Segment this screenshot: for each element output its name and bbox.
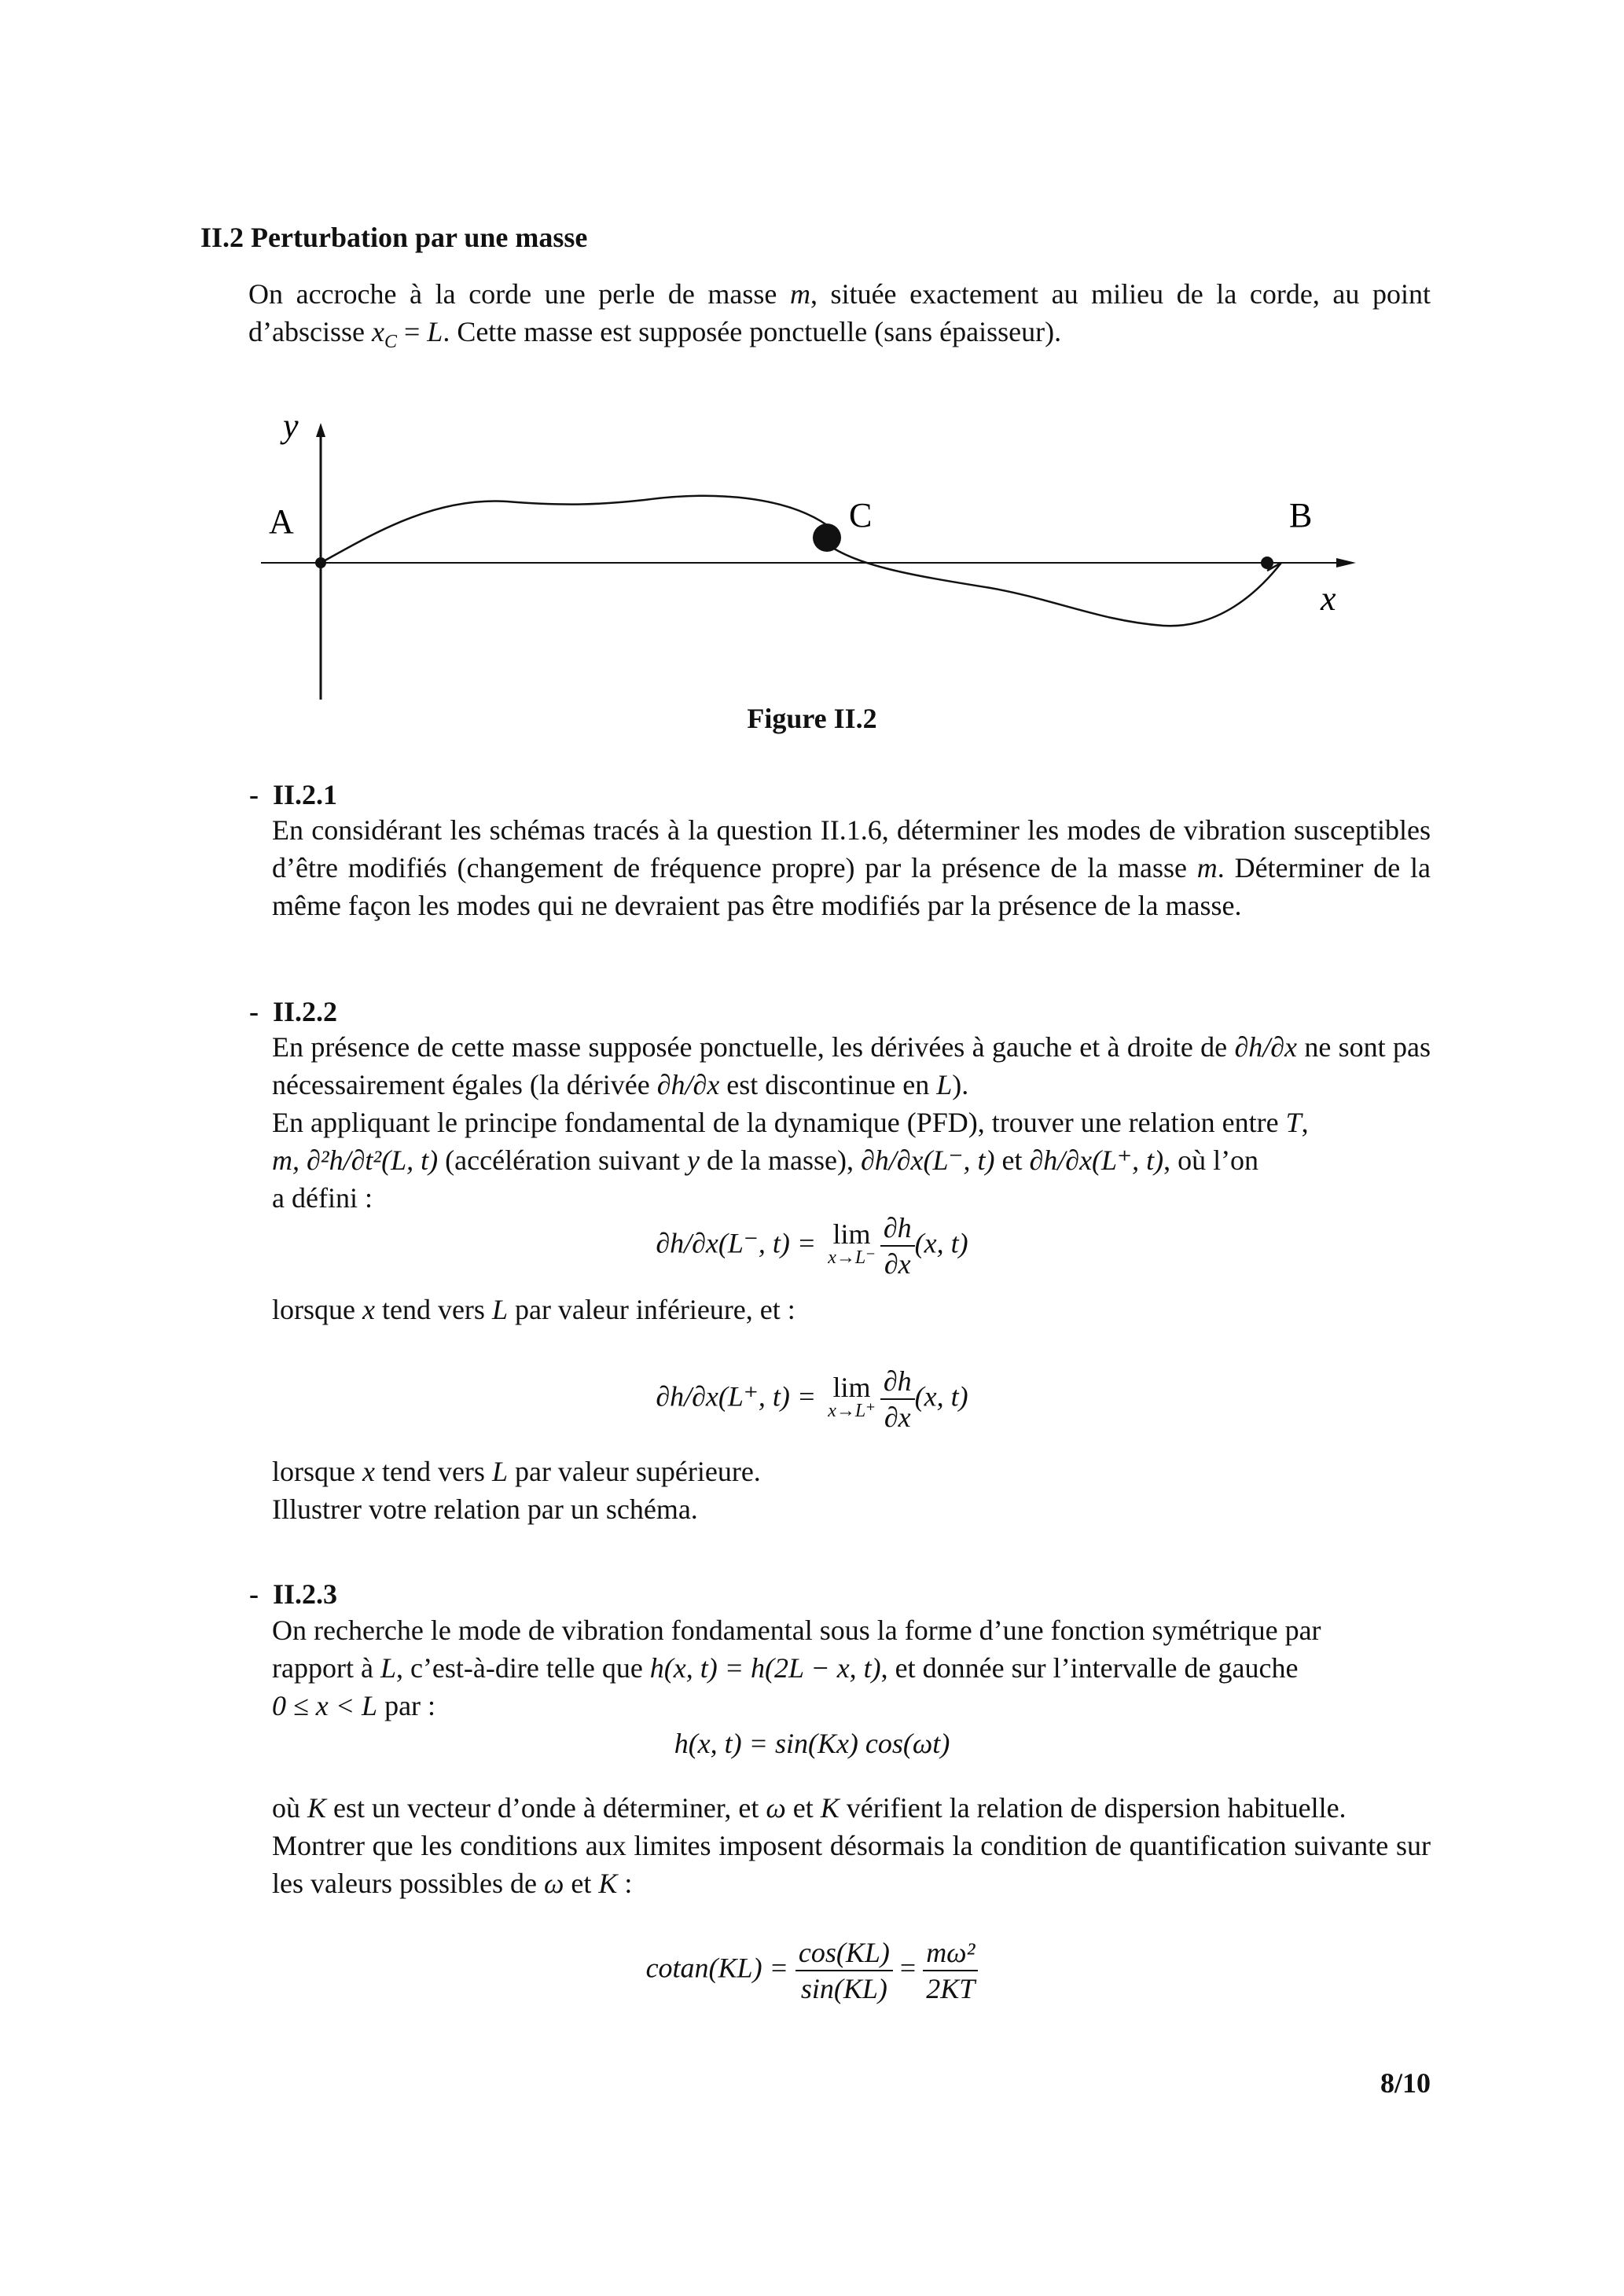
- section-number: II.2: [200, 222, 244, 253]
- label-C: C: [849, 496, 873, 535]
- equation-quantification: cotan(KL) = $\frac{\cos(KL)}{\sin(KL)}$ = $\frac{\text{mω²}}{2KT}$: [0, 1935, 1624, 2006]
- question-II-2-3-para3: 0 ≤ x < L par :: [272, 1690, 436, 1721]
- equation-mode-shape: h(x, t) = sin(Kx) cos(ωt): [674, 1728, 950, 1759]
- question-II-2-2-para7: Illustrer votre relation par un schéma.: [272, 1493, 698, 1525]
- point-B: [1261, 557, 1273, 569]
- question-II-2-2-para3: m, ∂²h/∂t²(L, t) (accélération suivant y de la masse), ∂h/∂x(L⁻, t) et ∂h/∂x(L⁺, t), où l’on: [272, 1144, 1259, 1176]
- label-x: x: [1321, 579, 1336, 618]
- label-B: B: [1289, 496, 1313, 535]
- intro-paragraph: On accroche à la corde une perle de masse m, située exactement au milieu de la corde, au point d’abscisse $x_C = L$. Cette masse est supposée ponctuelle (sans épaisseur).: [248, 278, 1431, 353]
- question-II-2-2-para6: lorsque x tend vers L par valeur supérieure.: [272, 1456, 761, 1487]
- question-II-2-3-para2: rapport à L, c’est-à-dire telle que h(x, t) = h(2L − x, t), et donnée sur l’intervalle de gauche: [272, 1652, 1299, 1684]
- question-II-2-3-heading: - II.2.3: [249, 1578, 338, 1610]
- x-axis-arrow: [1336, 558, 1356, 568]
- y-axis-arrow: [316, 423, 325, 437]
- equation-left-derivative: ∂h/∂x(L⁻, t) = lim x→L⁻ $\frac{\partial h}{\partial x}$ (x, t): [656, 1212, 968, 1280]
- label-A: A: [269, 502, 294, 541]
- string-left-segment: [321, 496, 827, 563]
- question-II-2-3-para4: où K est un vecteur d’onde à déterminer, et ω et K vérifient la relation de dispersion habituelle.: [272, 1792, 1347, 1824]
- page-number: 8/10: [1380, 2067, 1431, 2099]
- point-A: [315, 557, 326, 568]
- mass-C: [813, 523, 841, 552]
- equation-right-derivative: ∂h/∂x(L⁺, t) = lim x→L⁺ $\frac{\partial h}{\partial x}$ (x, t): [656, 1365, 968, 1433]
- question-II-2-3-para5: Montrer que les conditions aux limites imposent désormais la condition de quantification suivante sur les valeurs possibles de ω et K :: [272, 1830, 1431, 1899]
- question-II-2-2-para5: lorsque x tend vers L par valeur inférieure, et :: [272, 1294, 795, 1325]
- question-II-2-2-para1: En présence de cette masse supposée ponctuelle, les dérivées à gauche et à droite de ∂h/∂x ne sont pas nécessairement égales (la dérivée ∂h/∂x est discontinue en L).: [272, 1031, 1431, 1100]
- question-II-2-2-heading: - II.2.2: [249, 996, 338, 1027]
- question-II-2-2-para4: a défini :: [272, 1182, 373, 1214]
- string-right-segment: [827, 544, 1281, 626]
- figure-string-diagram: [236, 409, 1383, 707]
- section-title: Perturbation par une masse: [251, 222, 588, 253]
- question-II-2-1-heading: - II.2.1: [249, 779, 338, 810]
- question-II-2-2-para2: En appliquant le principe fondamental de la dynamique (PFD), trouver une relation entre T,: [272, 1107, 1309, 1138]
- section-heading: [200, 219, 587, 256]
- question-II-2-1-text: En considérant les schémas tracés à la question II.1.6, déterminer les modes de vibration susceptibles d’être modifiés (changement de fréquence propre) par la présence de la masse m. Déterminer de la même façon les modes qui ne devraient pas être modifiés par la présence de la masse.: [272, 814, 1431, 921]
- question-II-2-3-para1: On recherche le mode de vibration fondamental sous la forme d’une fonction symétrique par: [272, 1615, 1321, 1646]
- figure-caption: Figure II.2: [747, 703, 877, 734]
- label-y: y: [283, 409, 299, 445]
